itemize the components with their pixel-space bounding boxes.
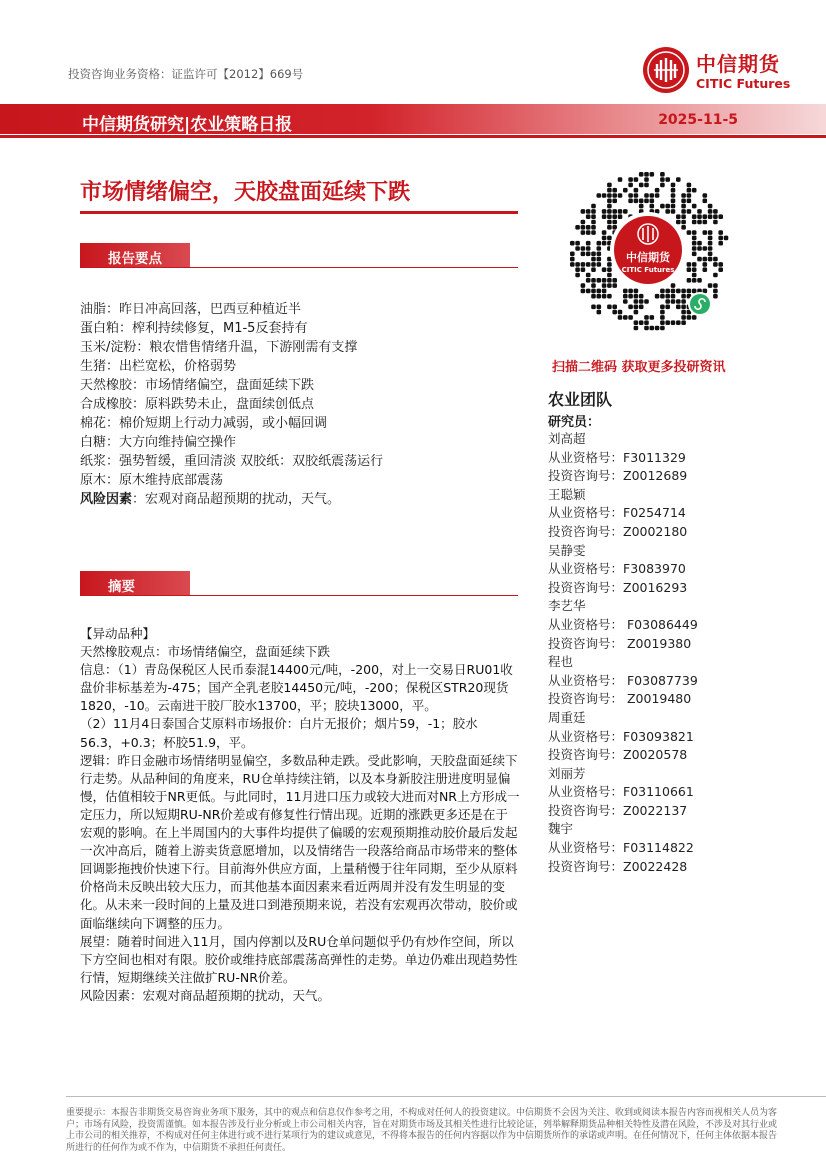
member-investment-id: 投资咨询号：Z0012689 — [548, 468, 688, 484]
qr-code-graphic — [566, 168, 730, 332]
summary-heading: 【异动品种】 — [80, 626, 156, 641]
member-qualification: 从业资格号：F03110661 — [548, 784, 694, 800]
key-point-item: 蛋白粕：榨利持续修复，M1-5反套持有 — [80, 321, 308, 336]
report-title: 市场情绪偏空，天胶盘面延续下跌 — [80, 180, 411, 205]
summary-section-header — [80, 571, 518, 597]
citic-futures-logo — [642, 46, 812, 98]
member-qualification: 从业资格号：F0254714 — [548, 505, 686, 521]
summary-info-2: （2）11月4日泰国合艾原料市场报价：白片无报价；烟片59，-1；胶水56.3，+0.3；杯胶51.9，平。 — [80, 716, 478, 750]
member-qualification: 从业资格号：F03114822 — [548, 840, 694, 856]
key-points-section-header — [80, 243, 518, 269]
member-qualification: 从业资格号： F03086449 — [548, 616, 698, 632]
logo-name-cn: 中信期货 — [696, 52, 780, 76]
citic-logo-icon — [642, 46, 690, 94]
member-investment-id: 投资咨询号： Z0019480 — [548, 691, 692, 707]
key-point-item: 玉米/淀粉：粮农惜售情绪升温，下游刚需有支撑 — [80, 340, 358, 355]
member-name: 吴静雯 — [548, 542, 586, 558]
member-name: 魏宇 — [548, 821, 574, 837]
summary-logic: 逻辑：昨日金融市场情绪明显偏空，多数品种走跌。受此影响，天胶盘面延续下行走势。从品种间的角度来，RU仓单持续注销，以及本身新胶注册进度明显偏慢，估值相较于NR更低。与此同时，11月进口压力或较大进而对NR上方形成一定压力，所以短期RU-NR价差或有修复性行情出现。近期的涨跌更多还是在于宏观的影响。在上半周国内的大事件均提供了偏暖的宏观预期推动胶价最后发起一次冲高后，随着上游卖货意愿增加，以及情绪告一段落给商品市场带来的整体回调影拖拽价快速下行。目前海外供应方面，上量稍慢于往年同期，至少从原料价格尚未反映出较大压力，而其他基本面因素来看近两周并没有发生明显的变化。从未来一段时间的上量及进口到港预期来说，若没有宏观再次带动，胶价或面临继续向下调整的压力。 — [80, 752, 520, 931]
summary-view: 天然橡胶观点：市场情绪偏空，盘面延续下跌 — [80, 644, 331, 660]
member-investment-id: 投资咨询号：Z0022137 — [548, 802, 688, 818]
member-investment-id: 投资咨询号：Z0022428 — [548, 858, 688, 874]
banner-title: 中信期货研究|农业策略日报 — [82, 115, 293, 135]
member-name: 王聪颖 — [548, 486, 586, 502]
section-label: 报告要点 — [108, 251, 162, 267]
qr-code[interactable] — [566, 168, 730, 332]
report-date: 2025-11-5 — [658, 112, 738, 128]
risk-label: 风险因素 — [80, 492, 133, 507]
member-investment-id: 投资咨询号：Z0020578 — [548, 747, 688, 763]
member-investment-id: 投资咨询号： Z0019380 — [548, 635, 692, 651]
qr-center-en: CITIC Futures — [621, 266, 675, 274]
title-divider — [80, 211, 518, 214]
summary-outlook: 展望：随着时间进入11月，国内停割以及RU仓单问题似乎仍有炒作空间，所以下方空间也相对有限。胶价或维持底部震荡高弹性的走势。单边仍难出现趋势性行情，短期继续关注做扩RU-NR价差。 — [80, 933, 518, 985]
license-text: 投资咨询业务资格：证监许可【2012】669号 — [68, 67, 304, 81]
team-list — [548, 430, 698, 876]
member-name: 刘丽芳 — [548, 765, 586, 781]
team-title: 农业团队 — [548, 390, 613, 409]
summary-risk: 风险因素：宏观对商品超预期的扰动，天气。 — [80, 987, 331, 1003]
member-qualification: 从业资格号：F03093821 — [548, 728, 694, 744]
key-point-item: 棉花：棉价短期上行动力减弱，或小幅回调 — [80, 416, 328, 431]
logo-name-en: CITIC Futures — [696, 76, 791, 91]
key-point-item: 合成橡胶：原料跌势未止，盘面续创低点 — [80, 397, 315, 412]
member-name: 李艺华 — [548, 598, 586, 614]
section-tab — [80, 571, 190, 595]
member-qualification: 从业资格号：F3011329 — [548, 449, 686, 465]
section-divider — [80, 267, 518, 268]
section-label: 摘要 — [108, 579, 135, 595]
qr-caption: 扫描二维码 获取更多投研资讯 — [552, 360, 726, 375]
member-qualification: 从业资格号：F3083970 — [548, 561, 686, 577]
mini-program-icon — [688, 292, 712, 316]
member-name: 周重廷 — [548, 709, 586, 725]
member-name: 程也 — [548, 654, 574, 670]
key-point-item: 纸浆：强势暂缓，重回清淡 双胶纸：双胶纸震荡运行 — [80, 454, 384, 469]
summary-info-1: 信息：（1）青岛保税区人民币泰混14400元/吨，-200，对上一交易日RU01收盘价非标基差为-475；国产全乳老胶14450元/吨，-200；保税区STR20现货1820，-10。云南进干胶厂胶水13700，平；胶块13000，平。 — [80, 662, 513, 714]
risk-text: ：宏观对商品超预期的扰动，天气。 — [132, 492, 341, 507]
section-tab — [80, 243, 190, 267]
key-point-item: 原木：原木维持底部震荡 — [80, 473, 224, 488]
member-investment-id: 投资咨询号：Z0016293 — [548, 579, 688, 595]
report-banner — [0, 104, 826, 138]
summary-body — [80, 625, 520, 1005]
key-point-item: 白糖：大方向维持偏空操作 — [80, 435, 237, 450]
team-subtitle: 研究员： — [548, 415, 601, 430]
member-name: 刘高超 — [548, 431, 586, 446]
qr-center-cn: 中信期货 — [626, 251, 670, 264]
section-divider — [80, 595, 518, 596]
key-point-item: 油脂：昨日冲高回落，巴西豆种植近半 — [80, 302, 302, 317]
member-investment-id: 投资咨询号：Z0002180 — [548, 523, 688, 539]
risk-factors-line — [80, 488, 340, 507]
disclaimer: 重要提示：本报告非期货交易咨询业务项下服务，其中的观点和信息仅作参考之用，不构成对任何人的投资建议。中信期货不会因为关注、收到或阅读本报告内容而视相关人员为客户；市场有风险，投资需谨慎。如本报告涉及行业分析或上市公司相关内容，旨在对期货市场及其相关性进行比较论证，列举解释期货品种相关特性及潜在风险，不涉及对其行业或上市公司的相关推荐，不构成对任何主体进行或不进行某项行为的建议或意见，不得将本报告的任何内容据以作为中信期货所作的承诺或声明。在任何情况下，任何主体依据本报告所进行的任何作为或不作为，中信期货不承担任何责任。 — [66, 1108, 778, 1153]
footer-divider — [66, 1096, 826, 1097]
member-qualification: 从业资格号： F03087739 — [548, 672, 698, 688]
key-point-item: 生猪：出栏宽松，价格弱势 — [80, 359, 237, 374]
banner-underline — [0, 135, 826, 138]
key-point-item: 天然橡胶：市场情绪偏空，盘面延续下跌 — [80, 378, 315, 393]
